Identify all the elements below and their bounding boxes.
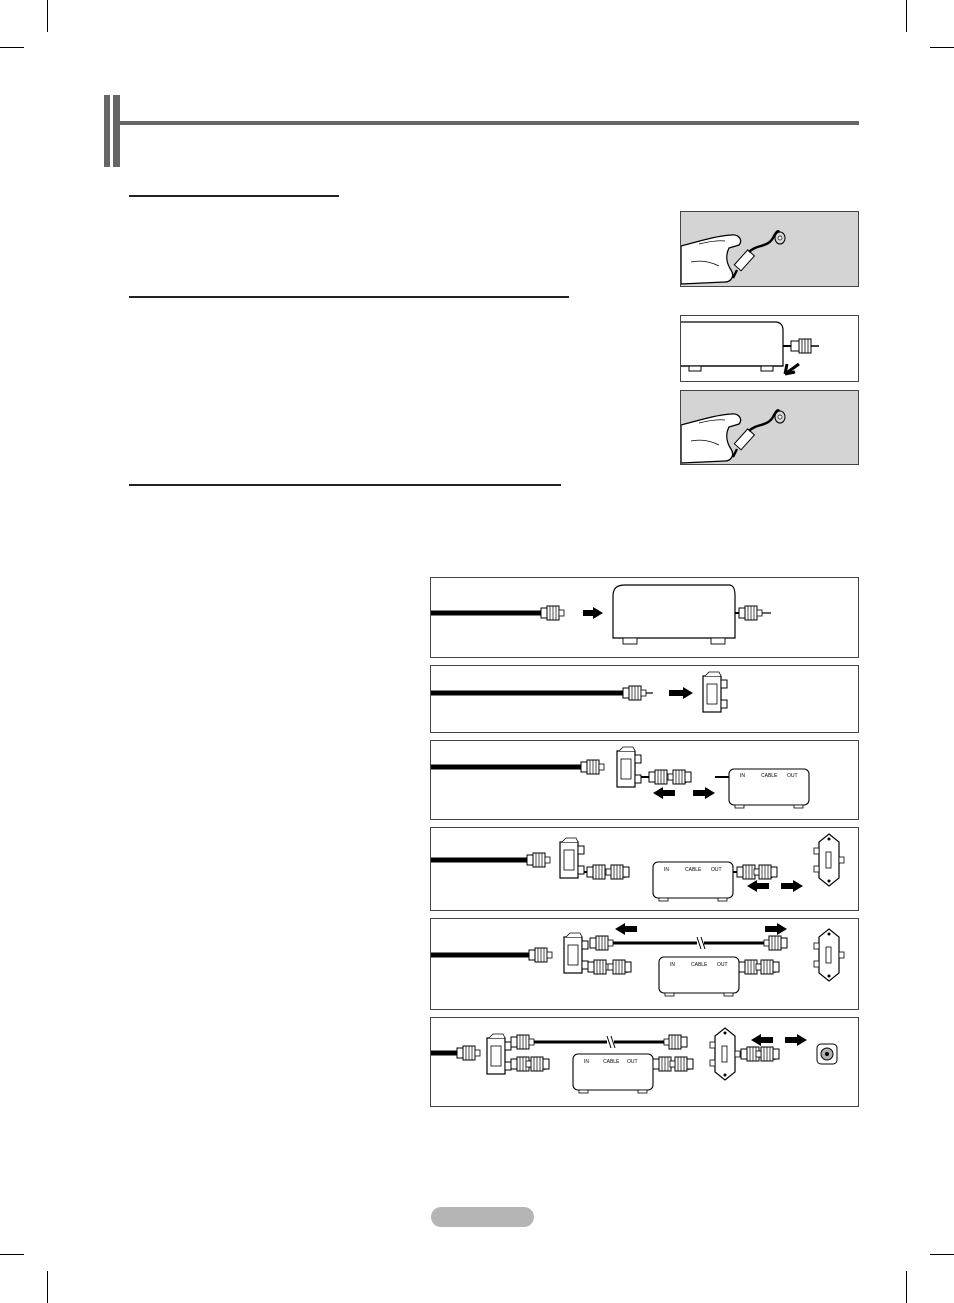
diagram-step-4 [430,827,859,911]
cable-box-icon [729,769,809,808]
page-number-pill [431,1207,534,1227]
crop-mark [47,0,48,32]
crop-mark [930,1254,954,1255]
direction-arrow-icon [785,1034,807,1046]
splitter-icon [560,838,584,878]
direction-arrow-icon [785,364,799,374]
direction-arrow-icon [669,687,693,699]
box-label-in: IN [664,867,669,873]
crop-mark [0,47,24,48]
rf-ab-switch-icon [814,929,844,981]
coax-connector-icon [791,339,819,353]
splitter-icon [564,933,588,973]
box-label-cable: CABLE [761,773,778,779]
box-label-out: OUT [787,773,798,779]
subsection-underline [129,195,339,197]
diagram-step-5 [430,918,859,1010]
cable-box-icon [613,585,735,644]
box-label-cable: CABLE [685,867,702,873]
illustration-connect-antenna [680,211,859,287]
box-label-cable: CABLE [603,1059,620,1065]
cable-box-icon [573,1054,653,1093]
direction-arrow-icon [781,880,803,892]
box-label-cable: CABLE [691,962,708,968]
rf-ab-switch-icon [814,834,844,886]
direction-arrow-icon [751,1034,773,1046]
direction-arrow-icon [765,923,787,935]
box-label-in: IN [584,1059,589,1065]
hand-plugging-coax-icon [681,391,859,465]
diagram-step-3 [430,740,859,820]
rf-ab-switch-icon [710,1028,740,1080]
illustration-connect-cable [680,390,859,465]
box-label-out: OUT [711,867,722,873]
direction-arrow-icon [747,880,769,892]
section-header-rule [120,121,859,125]
splitter-icon [703,672,727,712]
crop-mark [906,1271,907,1303]
direction-arrow-icon [615,923,637,935]
cable-box-icon [681,316,859,382]
diagram-step-1 [430,577,859,658]
direction-arrow-icon [583,607,603,619]
box-label-in: IN [740,773,745,779]
box-label-in: IN [670,962,675,968]
diagram-step-6 [430,1017,859,1107]
diagram-step-2 [430,665,859,733]
crop-mark [930,47,954,48]
crop-mark [47,1271,48,1303]
splitter-icon [487,1034,511,1074]
crop-mark [906,0,907,32]
subsection-underline [129,484,561,486]
box-label-out: OUT [627,1059,638,1065]
cable-box-icon [653,862,733,901]
section-header-bar [104,95,120,167]
splitter-icon [617,747,641,787]
direction-arrow-icon [653,787,675,799]
subsection-underline [129,296,569,298]
antenna-terminal-icon [817,1044,837,1064]
illustration-cable-box-connector [680,315,859,382]
crop-mark [0,1254,24,1255]
cable-box-icon [659,957,739,996]
direction-arrow-icon [693,787,715,799]
hand-plugging-coax-icon [681,212,859,287]
box-label-out: OUT [717,962,728,968]
